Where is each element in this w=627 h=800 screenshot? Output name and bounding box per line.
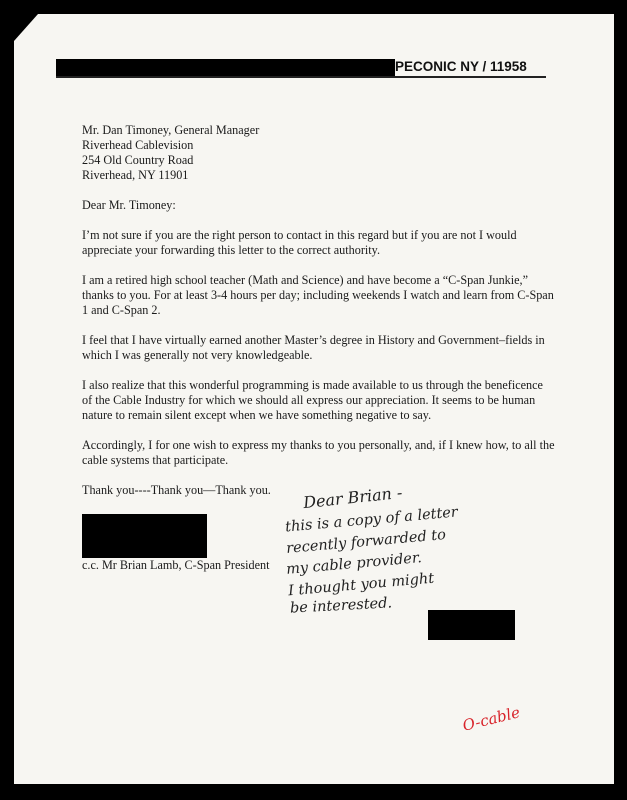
recipient-street: 254 Old Country Road [82, 153, 194, 167]
handwritten-line-4: my cable provider. [285, 550, 423, 578]
recipient-city: Riverhead, NY 11901 [82, 168, 189, 182]
redacted-signature [82, 514, 207, 558]
recipient-company: Riverhead Cablevision [82, 138, 194, 152]
handwritten-line-1: Dear Brian - [302, 482, 404, 513]
paragraph-2-line-3: 1 and C-Span 2. [82, 303, 161, 317]
handwritten-line-3: recently forwarded to [285, 527, 447, 557]
paragraph-5-line-1: Accordingly, I for one wish to express my thanks to you personally, and, if I knew how, to all the [82, 438, 555, 452]
thank-you-line: Thank you----Thank you—Thank you. [82, 483, 271, 497]
paragraph-3-line-1: I feel that I have virtually earned another Master’s degree in History and Government–fields in [82, 333, 545, 347]
carbon-copy-line: c.c. Mr Brian Lamb, C-Span President [82, 558, 270, 572]
handwritten-line-2: this is a copy of a letter [284, 504, 459, 536]
paragraph-4-line-2: of the Cable Industry for which we should all express our appreciation. It seems to be human [82, 393, 536, 407]
paragraph-3-line-2: which I was generally not very knowledgeable. [82, 348, 313, 362]
paragraph-1-line-2: appreciate your forwarding this letter to the correct authority. [82, 243, 381, 257]
paragraph-2-line-1: I am a retired high school teacher (Math and Science) and have become a “C-Span Junkie,” [82, 273, 529, 287]
paragraph-2-line-2: thanks to you. For at least 3-4 hours per day; including weekends I watch and learn from C-Span [82, 288, 554, 302]
redacted-sender-address [56, 59, 395, 76]
handwritten-line-5: I thought you might [287, 570, 435, 600]
header-rule [56, 76, 546, 78]
handwritten-line-6: be interested. [289, 595, 393, 617]
paragraph-5-line-2: cable systems that participate. [82, 453, 229, 467]
paragraph-4-line-1: I also realize that this wonderful programming is made available to us through the beneficence [82, 378, 543, 392]
salutation: Dear Mr. Timoney: [82, 198, 176, 212]
paragraph-1-line-1: I’m not sure if you are the right person to contact in this regard but if you are not I would [82, 228, 517, 242]
redacted-handwritten-signature [428, 610, 515, 640]
recipient-name: Mr. Dan Timoney, General Manager [82, 123, 260, 137]
red-margin-note: O-cable [460, 703, 522, 735]
paragraph-4-line-3: nature to remain silent except when we have something negative to say. [82, 408, 432, 422]
sender-location: PECONIC NY / 11958 [395, 59, 527, 74]
